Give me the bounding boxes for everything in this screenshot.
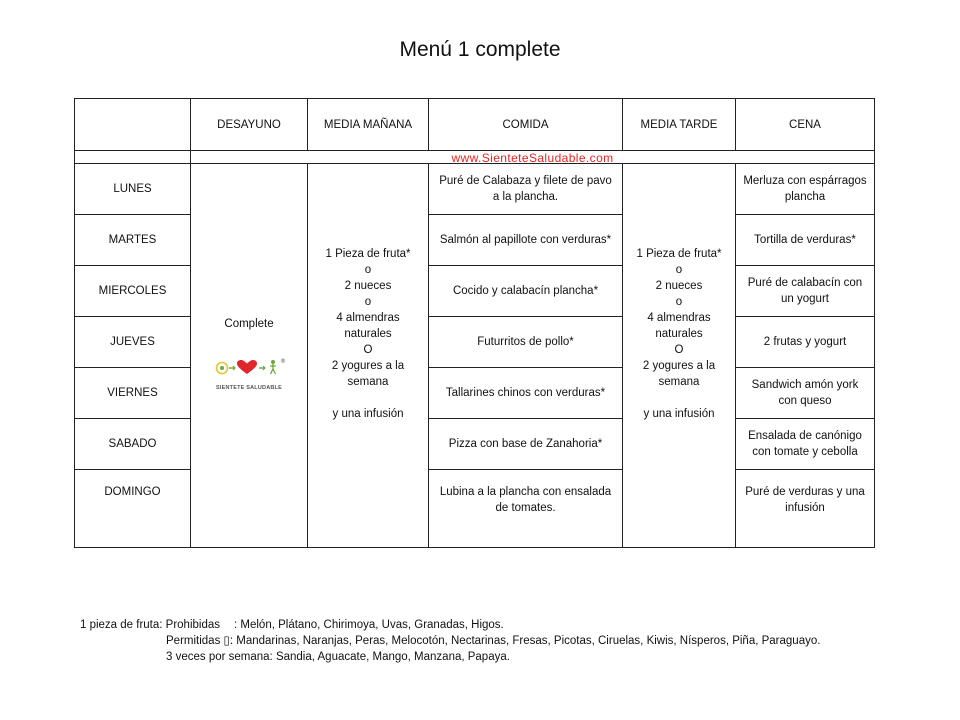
cena-cell: Merluza con espárragos plancha bbox=[736, 164, 875, 215]
comida-cell: Salmón al papillote con verduras* bbox=[429, 215, 623, 266]
day-label: DOMINGO bbox=[75, 470, 191, 548]
cena-cell: Puré de calabacín con un yogurt bbox=[736, 266, 875, 317]
cena-cell: Sandwich amón york con queso bbox=[736, 368, 875, 419]
header-row bbox=[75, 99, 875, 151]
website-row-corner bbox=[75, 151, 191, 164]
media-tarde-cell bbox=[623, 164, 736, 548]
header-comida: COMIDA bbox=[429, 99, 623, 151]
header-media-manana: MEDIA MAÑANA bbox=[308, 99, 429, 151]
note-three-times-week: 3 veces por semana: Sandia, Aguacate, Mango, Manzana, Papaya. bbox=[166, 651, 510, 663]
website-row bbox=[75, 151, 875, 164]
comida-cell: Puré de Calabaza y filete de pavo a la plancha. bbox=[429, 164, 623, 215]
comida-cell: Futurritos de pollo* bbox=[429, 317, 623, 368]
cena-cell: 2 frutas y yogurt bbox=[736, 317, 875, 368]
header-cena: CENA bbox=[736, 99, 875, 151]
media-manana-cell bbox=[308, 164, 429, 548]
day-label: MARTES bbox=[75, 215, 191, 266]
comida-cell: Lubina a la plancha con ensalada de tomates. bbox=[429, 470, 623, 548]
footnotes bbox=[80, 617, 820, 665]
day-label: LUNES bbox=[75, 164, 191, 215]
logo-icon bbox=[214, 358, 284, 376]
media-manana-text: 1 Pieza de fruta* o 2 nueces o 4 almendras naturales O 2 yogures a la semana y una infusión bbox=[325, 247, 411, 420]
logo-caption: SIENTETE SALUDABLE bbox=[216, 384, 282, 391]
cena-cell: Tortilla de verduras* bbox=[736, 215, 875, 266]
note-permitidas: Permitidas ▯: Mandarinas, Naranjas, Peras, Melocotón, Nectarinas, Fresas, Picotas, Ciruelas, Kiwis, Nísperos, Piña, Paraguayo. bbox=[166, 635, 821, 647]
menu-table bbox=[74, 98, 875, 548]
comida-cell: Pizza con base de Zanahoria* bbox=[429, 419, 623, 470]
desayuno-text: Complete bbox=[224, 317, 274, 330]
header-media-tarde: MEDIA TARDE bbox=[623, 99, 736, 151]
day-label: VIERNES bbox=[75, 368, 191, 419]
comida-cell: Tallarines chinos con verduras* bbox=[429, 368, 623, 419]
cena-cell: Ensalada de canónigo con tomate y cebolla bbox=[736, 419, 875, 470]
comida-cell: Cocido y calabacín plancha* bbox=[429, 266, 623, 317]
logo-registered-mark: ® bbox=[280, 357, 286, 365]
header-desayuno: DESAYUNO bbox=[191, 99, 308, 151]
day-label: JUEVES bbox=[75, 317, 191, 368]
page-title: Menú 1 complete bbox=[399, 38, 561, 61]
cena-cell: Puré de verduras y una infusión bbox=[736, 470, 875, 548]
note-prohibidas: 1 pieza de fruta: Prohibidas : Melón, Plátano, Chirimoya, Uvas, Granadas, Higos. bbox=[80, 619, 504, 631]
header-corner-cell bbox=[75, 99, 191, 151]
website-link[interactable]: www.SienteteSaludable.com bbox=[451, 151, 614, 165]
media-tarde-text: 1 Pieza de fruta* o 2 nueces o 4 almendras naturales O 2 yogures a la semana y una infusión bbox=[636, 247, 722, 420]
website-cell bbox=[191, 151, 875, 164]
day-label: MIERCOLES bbox=[75, 266, 191, 317]
table-row bbox=[75, 164, 875, 215]
day-label: SABADO bbox=[75, 419, 191, 470]
sientete-saludable-logo bbox=[197, 358, 301, 396]
desayuno-cell bbox=[191, 164, 308, 548]
